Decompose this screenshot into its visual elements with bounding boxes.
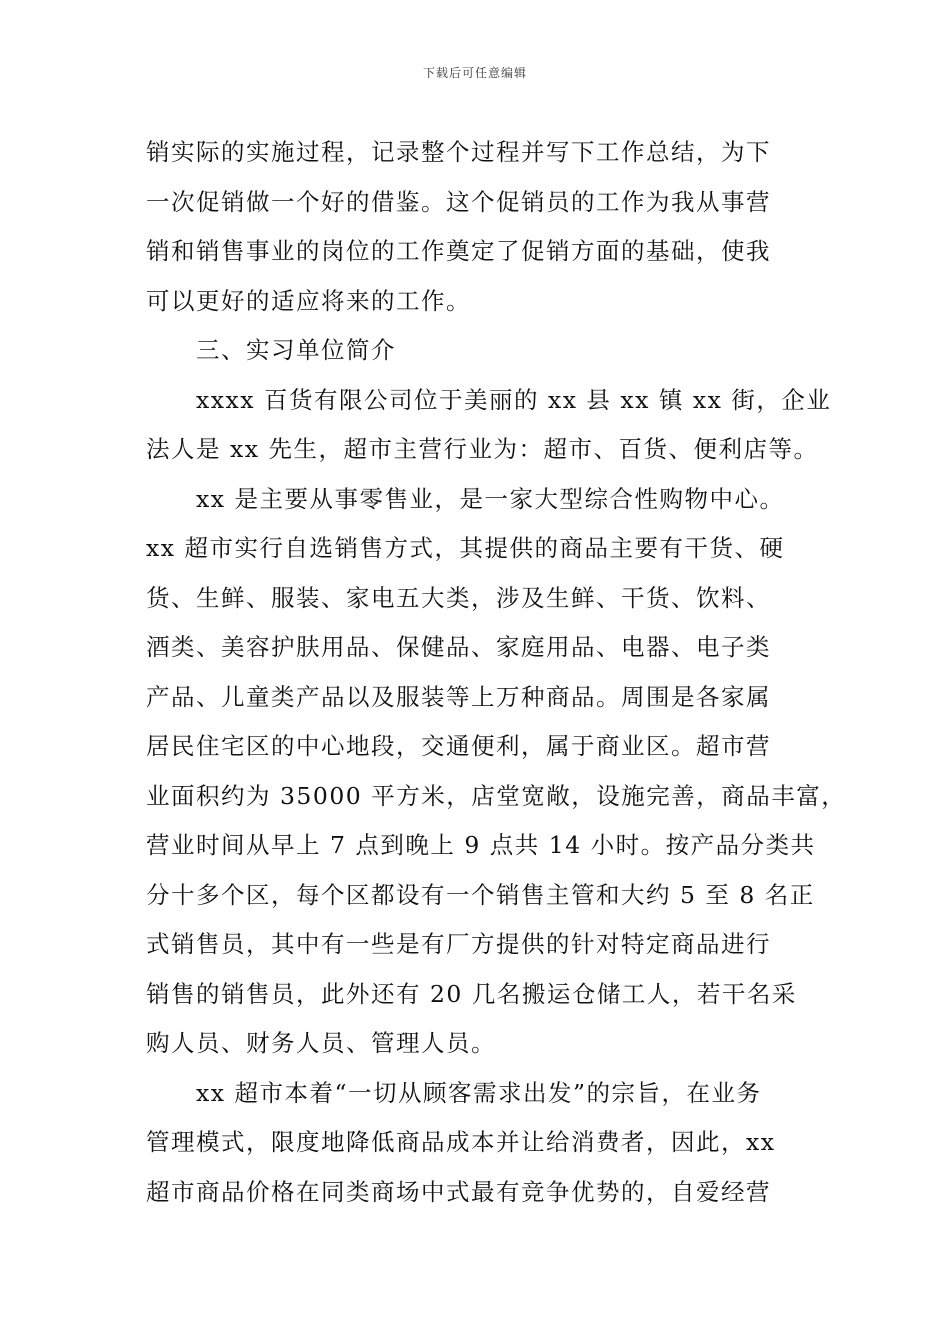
text-line: 居民住宅区的中心地段，交通便利，属于商业区。超市营: [146, 732, 771, 760]
text-line: xx 超市本着“一切从顾客需求出发”的宗旨，在业务: [196, 1078, 762, 1107]
text-line: 管理模式，限度地降低商品成本并让给消费者，因此，xx: [146, 1128, 776, 1156]
text-line: 购人员、财务人员、管理人员。: [146, 1029, 496, 1057]
text-line: xx 超市实行自选销售方式，其提供的商品主要有干货、硬: [146, 534, 785, 562]
text-line: 式销售员，其中有一些是有厂方提供的针对特定商品进行: [146, 930, 771, 958]
text-line: xx 是主要从事零售业，是一家大型综合性购物中心。: [196, 484, 785, 513]
document-body: [146, 128, 847, 1217]
text-line: 酒类、美容护肤用品、保健品、家庭用品、电器、电子类: [146, 633, 771, 661]
text-line: 销实际的实施过程，记录整个过程并写下工作总结，为下: [146, 138, 771, 166]
text-line: 业面积约为 35000 平方米，店堂宽敞，设施完善，商品丰富，: [146, 781, 847, 810]
section-heading: 三、实习单位简介: [196, 336, 396, 364]
text-line: 超市商品价格在同类商场中式最有竞争优势的，自爱经营: [146, 1177, 771, 1206]
text-line: 营业时间从早上 7 点到晚上 9 点共 14 小时。按产品分类共: [146, 831, 816, 859]
text-line: 销售的销售员，此外还有 20 几名搬运仓储工人，若干名采: [146, 979, 797, 1008]
text-line: 一次促销做一个好的借鉴。这个促销员的工作为我从事营: [146, 187, 771, 216]
text-line: 可以更好的适应将来的工作。: [146, 286, 471, 315]
page-header: 下载后可任意编辑: [422, 66, 527, 80]
text-line: 产品、儿童类产品以及服装等上万种商品。周围是各家属: [146, 682, 771, 711]
text-line: 货、生鲜、服装、家电五大类，涉及生鲜、干货、饮料、: [146, 583, 771, 612]
text-line: 分十多个区，每个区都设有一个销售主管和大约 5 至 8 名正: [146, 880, 815, 909]
text-line: 法人是 xx 先生，超市主营行业为：超市、百货、便利店等。: [146, 435, 819, 463]
text-line: xxxx 百货有限公司位于美丽的 xx 县 xx 镇 xx 街，企业: [196, 385, 832, 414]
text-line: 销和销售事业的岗位的工作奠定了促销方面的基础，使我: [146, 237, 771, 265]
